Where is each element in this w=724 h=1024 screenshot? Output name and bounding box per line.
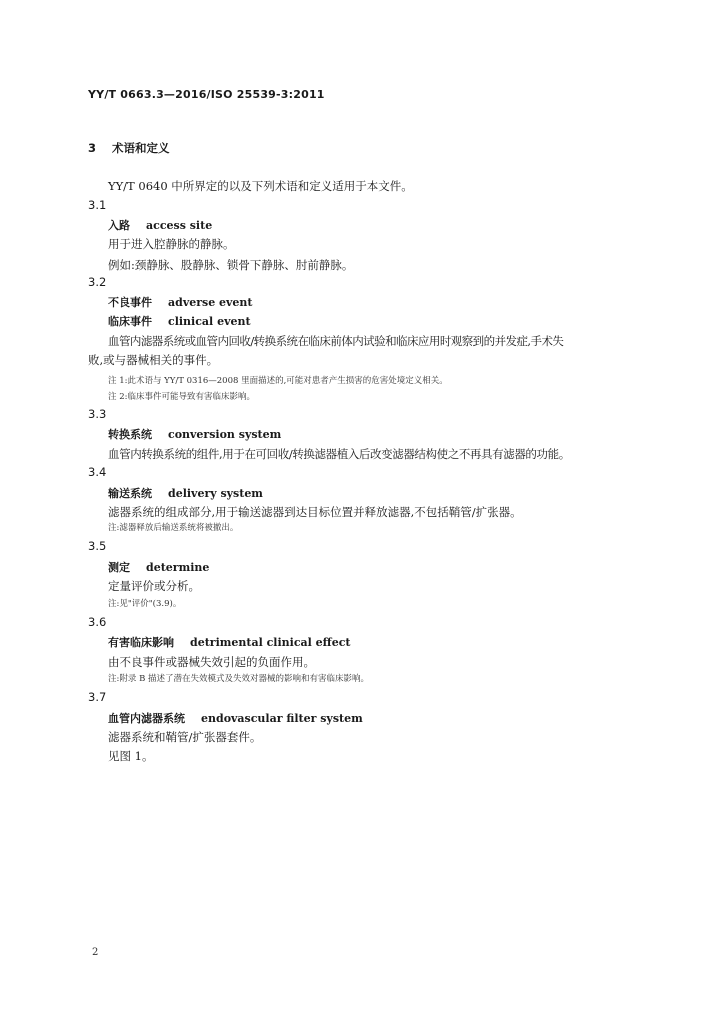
intro-paragraph: YY/T 0640 中所界定的以及下列术语和定义适用于本文件。 [108, 179, 413, 193]
definition-line: 血管内滤器系统或血管内回收/转换系统在临床前体内试验和临床应用时观察到的并发症,手术失 [108, 334, 564, 348]
term-en: conversion system [168, 428, 282, 441]
term-en: delivery system [168, 487, 263, 500]
term-line [108, 313, 251, 329]
term-zh: 有害临床影响 [108, 636, 174, 649]
term-zh: 测定 [108, 561, 130, 574]
definition-line: 败,或与器械相关的事件。 [88, 353, 219, 367]
term-line [108, 294, 253, 310]
term-en: access site [146, 219, 213, 232]
term-zh: 输送系统 [108, 487, 152, 500]
entry-number: 3.7 [88, 690, 107, 704]
term-line [108, 485, 263, 501]
note-line: 注:见"评价"(3.9)。 [108, 599, 182, 609]
entry-number: 3.4 [88, 465, 107, 479]
term-line [108, 634, 350, 650]
note-line: 注 1:此术语与 YY/T 0316—2008 里面描述的,可能对患者产生损害的危害处境定义相关。 [108, 376, 448, 386]
definition-line: 滤器系统的组成部分,用于输送滤器到达目标位置并释放滤器,不包括鞘管/扩张器。 [108, 505, 522, 519]
definition-line: 用于进入腔静脉的静脉。 [108, 237, 235, 251]
entry-number: 3.5 [88, 539, 107, 553]
term-en: clinical event [168, 315, 251, 328]
section-heading [88, 140, 170, 156]
term-zh: 入路 [108, 219, 130, 232]
term-zh: 不良事件 [108, 296, 152, 309]
section-number: 3 [88, 141, 97, 155]
term-en: endovascular filter system [201, 712, 363, 725]
term-line [108, 217, 212, 233]
term-zh: 血管内滤器系统 [108, 712, 185, 725]
section-title: 术语和定义 [112, 141, 170, 155]
term-zh: 转换系统 [108, 428, 152, 441]
term-line [108, 559, 209, 575]
definition-line: 滤器系统和鞘管/扩张器套件。 [108, 730, 262, 744]
definition-line: 血管内转换系统的组件,用于在可回收/转换滤器植入后改变滤器结构使之不再具有滤器的功能。 [108, 447, 570, 461]
definition-line: 见图 1。 [108, 749, 154, 763]
term-en: detrimental clinical effect [190, 636, 351, 649]
entry-number: 3.1 [88, 198, 107, 212]
page-number: 2 [92, 947, 99, 958]
term-zh: 临床事件 [108, 315, 152, 328]
term-en: determine [146, 561, 210, 574]
standard-header: YY/T 0663.3—2016/ISO 25539-3:2011 [88, 88, 325, 101]
note-line: 注:附录 B 描述了潜在失效模式及失效对器械的影响和有害临床影响。 [108, 674, 370, 684]
term-en: adverse event [168, 296, 253, 309]
entry-number: 3.3 [88, 407, 107, 421]
note-line: 注:滤器释放后输送系统将被撤出。 [108, 523, 239, 533]
term-line [108, 710, 363, 726]
term-line [108, 426, 281, 442]
definition-line: 由不良事件或器械失效引起的负面作用。 [108, 655, 315, 669]
entry-number: 3.6 [88, 615, 107, 629]
definition-line: 定量评价或分析。 [108, 579, 200, 593]
example-line: 例如:颈静脉、股静脉、锁骨下静脉、肘前静脉。 [108, 258, 354, 272]
entry-number: 3.2 [88, 275, 107, 289]
note-line: 注 2:临床事件可能导致有害临床影响。 [108, 392, 255, 402]
